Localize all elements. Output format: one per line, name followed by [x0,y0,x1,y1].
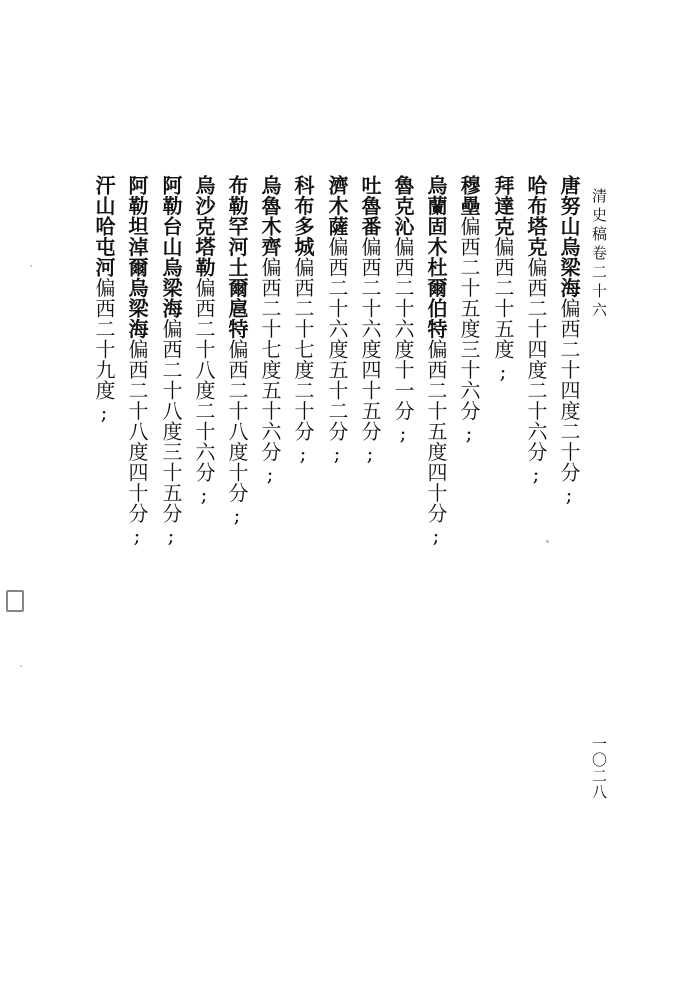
page-number: 一〇二八 [590,736,608,800]
scan-speck [20,665,22,667]
place-name: 阿勒台山烏梁海 [159,175,183,319]
declination-text: 偏西二十八度二十六分; [192,277,216,507]
place-name: 烏沙克塔勒 [192,175,216,278]
entry-column [124,175,150,548]
declination-text: 偏西二十四度二十六分; [524,257,548,487]
entry-column [423,175,449,548]
entry-column [290,175,316,466]
running-header: 清史稿卷二十六 [590,188,608,321]
place-name: 汗山哈屯河 [92,175,116,278]
declination-text: 偏西二十六度四十五分; [358,236,382,466]
place-name: 烏蘭固木杜爾伯特 [424,175,448,339]
declination-text: 偏西二十八度三十五分; [159,318,183,548]
place-name: 唐努山烏梁海 [557,175,581,298]
margin-mark [6,590,24,612]
place-name: 拜達克 [491,175,515,237]
entry-column [523,175,549,487]
declination-text: 偏西二十八度十分; [225,339,249,528]
place-name: 哈布塔克 [524,175,548,257]
declination-text: 偏西二十六度十一分; [391,236,415,446]
place-name: 布勒罕河土爾扈特 [225,175,249,339]
declination-text: 偏西二十七度二十分; [291,257,315,466]
declination-text: 偏西二十七度五十六分; [258,257,282,487]
declination-text: 偏西二十八度四十分; [125,339,149,548]
entry-column [324,175,350,466]
declination-text: 偏西二十五度三十六分; [457,216,481,446]
place-name: 吐魯番 [358,175,382,237]
place-name: 濟木薩 [325,175,349,237]
entry-column [357,175,383,466]
declination-text: 偏西二十五度; [491,236,515,384]
place-name: 科布多城 [291,175,315,257]
declination-text: 偏西二十六度五十二分; [325,236,349,466]
entry-column [490,175,516,384]
entry-column [556,175,582,507]
declination-text: 偏西二十九度; [92,277,116,425]
entry-column [91,175,117,425]
scan-speck [30,265,32,267]
place-name: 穆壘 [457,175,481,216]
entry-column [257,175,283,487]
place-name: 魯克沁 [391,175,415,237]
entry-column [224,175,250,528]
place-name: 烏魯木齊 [258,175,282,257]
entry-column [390,175,416,446]
declination-text: 偏西二十五度四十分; [424,339,448,548]
scan-speck [546,540,549,543]
declination-text: 偏西二十四度二十分; [557,298,581,507]
entry-column [158,175,184,548]
entry-column [191,175,217,507]
entry-column [456,175,482,446]
place-name: 阿勒坦淖爾烏梁海 [125,175,149,339]
